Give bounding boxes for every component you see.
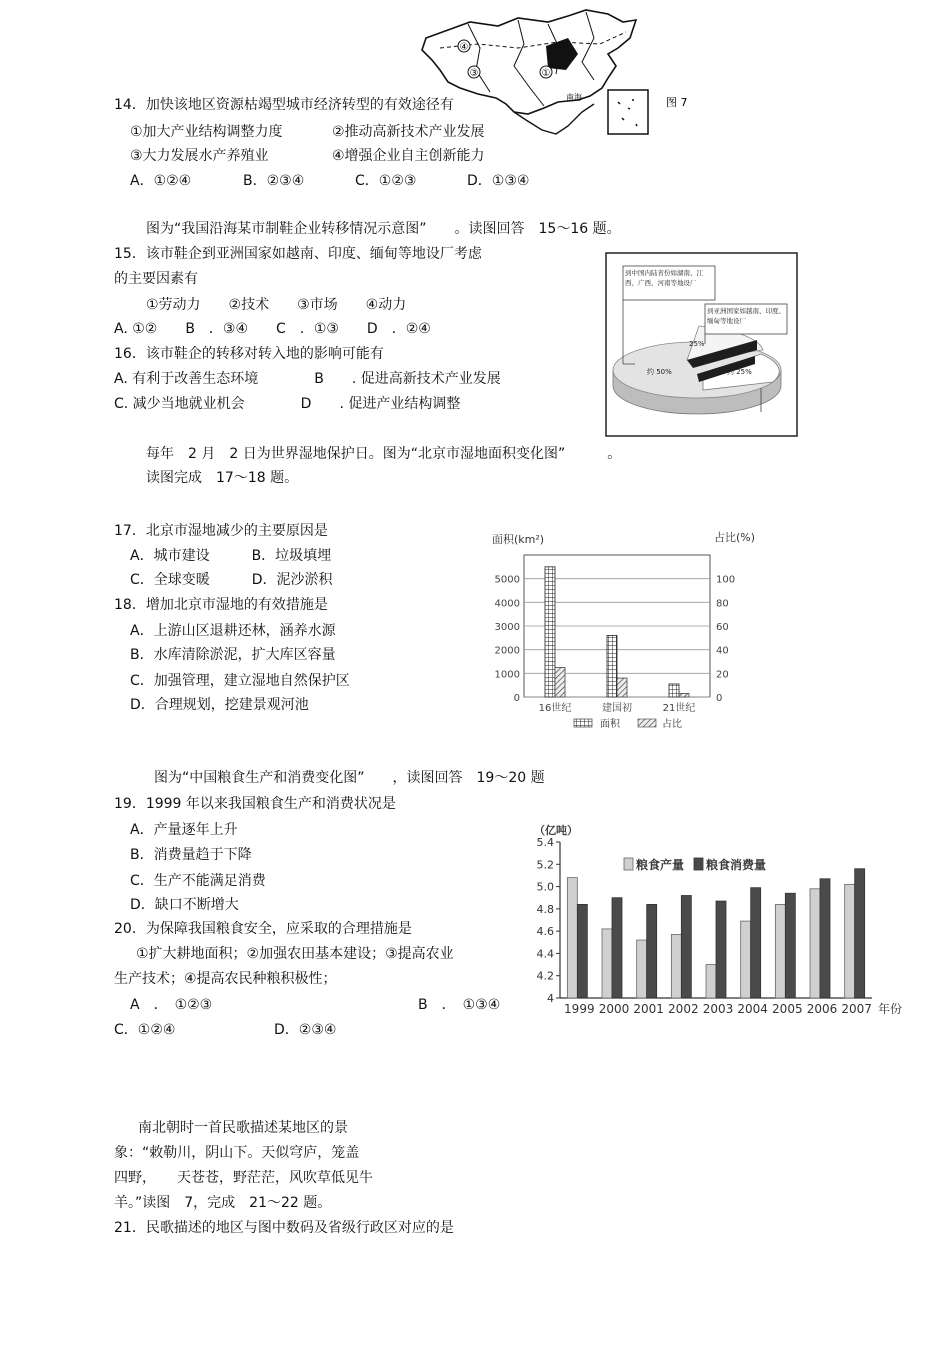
grain-y-tick-label: 4.2 [536, 969, 554, 983]
wetland-legend-area-swatch [574, 719, 592, 727]
grain-y-tick-label: 5.0 [536, 880, 554, 894]
map-sea-label: 南海 [566, 93, 582, 102]
q14-answer-a: A．①②④ [130, 173, 192, 189]
grain-y-tick-label: 4.6 [536, 925, 554, 939]
grain-legend-consumption-swatch [694, 858, 703, 870]
q21-stem: 21．民歌描述的地区与图中数码及省级行政区对应的是 [114, 1220, 454, 1236]
grain-y-tick-label: 4.8 [536, 902, 554, 916]
grain-production-bar [706, 965, 716, 998]
grain-consumption-bar [820, 879, 830, 998]
grain-x-tick-label: 2007 [841, 1002, 872, 1016]
wetland-left-axis-label: 面积(km²) [492, 533, 545, 546]
pie-pct-25: 25% [689, 340, 705, 348]
map-number-3: ③ [469, 68, 479, 79]
grain-production-chart [530, 820, 910, 1020]
q17-answers-ab: A．城市建设 B．垃圾填埋 [130, 548, 332, 564]
q18-stem: 18．增加北京市湿地的有效措施是 [114, 597, 328, 613]
q20-answer-b: B ． ①③④ [418, 997, 501, 1013]
q15-intro: 图为“我国沿海某市制鞋企业转移情况示意图” 。读图回答 15～16 题。 [146, 221, 621, 237]
q18-answer-c: C．加强管理，建立湿地自然保护区 [130, 673, 350, 689]
q18-answer-b: B．水库清除淤泥，扩大库区容量 [130, 647, 336, 663]
q17-intro-line2: 读图完成 17～18 题。 [146, 470, 299, 486]
grain-y-tick-label: 4.4 [536, 947, 554, 961]
q16-answers-cd: C. 减少当地就业机会 D . 促进产业结构调整 [114, 396, 461, 412]
south-sea-inset [608, 90, 648, 134]
grain-x-tick-label: 2004 [737, 1002, 768, 1016]
wetland-right-axis-label: 占比(%) [714, 531, 756, 544]
grain-production-bar [567, 878, 577, 998]
grain-x-axis-label: 年份 [878, 1002, 903, 1016]
grain-production-bar [671, 934, 681, 998]
grain-production-bar [741, 921, 751, 998]
grain-x-tick-label: 2002 [668, 1002, 699, 1016]
wetland-category-label: 21世纪 [662, 703, 696, 714]
grain-consumption-bar [612, 898, 622, 998]
wetland-share-bar [555, 667, 565, 697]
q21-intro-line2: 象：“敕勒川，阴山下。天似穹庐，笼盖 [114, 1145, 360, 1161]
q16-answers-ab: A. 有利于改善生态环境 B . 促进高新技术产业发展 [114, 371, 501, 387]
q16-stem: 16．该市鞋企的转移对转入地的影响可能有 [114, 346, 384, 362]
grain-consumption-bar [647, 904, 657, 998]
q20-stem: 20．为保障我国粮食安全，应采取的合理措施是 [114, 921, 412, 937]
q20-answer-c: C．①②④ [114, 1022, 176, 1038]
china-map-figure [418, 8, 698, 140]
q20-answer-d: D．②③④ [274, 1022, 337, 1038]
wetland-right-tick-label: 100 [716, 574, 736, 586]
q20-options-line2: 生产技术；④提高农民种粮积极性； [114, 971, 337, 987]
q21-intro-line1: 南北朝时一首民歌描述某地区的景 [138, 1120, 348, 1136]
q15-options: ①劳动力 ②技术 ③市场 ④动力 [146, 297, 407, 313]
grain-y-tick-label: 5.4 [536, 836, 554, 849]
q18-answer-a: A．上游山区退耕还林，涵养水源 [130, 623, 336, 639]
q17-intro-line1: 每年 2 月 2 日为世界湿地保护日。图为“北京市湿地面积变化图” 。 [146, 446, 622, 462]
pie-label-asia: 到亚洲国家如越南、印度、缅甸等地设厂 [707, 307, 785, 325]
wetland-left-tick-label: 2000 [494, 645, 520, 657]
grain-production-bar [775, 904, 785, 998]
pie-pct-50: 约 50% [647, 368, 672, 376]
q20-answer-a: A ． ①②③ [130, 997, 213, 1013]
wetland-right-tick-label: 80 [716, 598, 729, 610]
grain-legend-production-swatch [624, 858, 633, 870]
q19-answer-c: C．生产不能满足消费 [130, 873, 266, 889]
q17-answers-cd: C．全球变暖 D．泥沙淤积 [130, 572, 333, 588]
map-number-1: ① [541, 68, 551, 79]
wetland-area-bar [545, 567, 555, 697]
wetland-right-tick-label: 0 [716, 693, 723, 704]
q14-option-3: ③大力发展水产养殖业 [130, 148, 269, 164]
wetland-area-bar [607, 635, 617, 697]
china-outline [422, 10, 636, 114]
q14-answer-c: C．①②③ [355, 173, 417, 189]
wetland-right-tick-label: 60 [716, 622, 729, 633]
q20-options-line1: ①扩大耕地面积；②加强农田基本建设；③提高农业 [136, 946, 454, 962]
grain-production-bar [845, 884, 855, 998]
grain-consumption-bar [681, 895, 691, 998]
wetland-area-bar [669, 684, 679, 697]
q15-stem-line2: 的主要因素有 [114, 271, 198, 287]
grain-x-tick-label: 2006 [806, 1002, 838, 1016]
q19-stem: 19．1999 年以来我国粮食生产和消费状况是 [114, 796, 396, 812]
map-number-4: ④ [459, 42, 469, 53]
q15-answers: A. ①② B ．③④ C ．①③ D ．②④ [114, 321, 431, 337]
wetland-legend-share-label: 占比 [662, 719, 682, 730]
grain-consumption-bar [716, 901, 726, 998]
q14-option-2: ②推动高新技术产业发展 [332, 124, 485, 140]
pie-pct-25b: 约 25% [727, 368, 752, 376]
q14-answer-b: B．②③④ [243, 173, 305, 189]
q19-answer-a: A．产量逐年上升 [130, 822, 238, 838]
q17-stem: 17．北京市湿地减少的主要原因是 [114, 523, 328, 539]
grain-legend-consumption-label: 粮食消费量 [706, 858, 767, 872]
grain-y-tick-label: 5.2 [536, 858, 554, 872]
wetland-category-label: 16世纪 [538, 703, 572, 714]
q19-intro: 图为“中国粮食生产和消费变化图” ，读图回答 19～20 题 [154, 770, 545, 786]
grain-consumption-bar [785, 893, 795, 998]
grain-consumption-bar [855, 869, 865, 998]
q14-stem: 14．加快该地区资源枯竭型城市经济转型的有效途径有 [114, 97, 454, 113]
grain-consumption-bar [577, 904, 587, 998]
q19-answer-d: D．缺口不断增大 [130, 897, 239, 913]
figure-7-label: 图 7 [666, 96, 688, 109]
q15-stem-line1: 15．该市鞋企到亚洲国家如越南、印度、缅甸等地设厂考虑 [114, 246, 482, 262]
grain-unit-label: （亿吨） [534, 824, 578, 837]
wetland-left-tick-label: 1000 [494, 669, 520, 681]
wetland-area-chart [488, 525, 778, 735]
wetland-left-tick-label: 0 [513, 693, 520, 704]
wetland-legend-share-swatch [638, 719, 656, 727]
grain-production-bar [810, 889, 820, 998]
wetland-left-tick-label: 4000 [494, 598, 520, 610]
q14-option-1: ①加大产业结构调整力度 [130, 124, 283, 140]
grain-x-tick-label: 2003 [702, 1002, 734, 1016]
q19-answer-b: B．消费量趋于下降 [130, 847, 252, 863]
grain-x-tick-label: 1999 [564, 1002, 595, 1016]
q21-intro-line4: 羊。”读图 7，完成 21～22 题。 [114, 1195, 332, 1211]
shoe-transfer-pie-figure [605, 252, 799, 438]
grain-production-bar [602, 929, 612, 998]
wetland-left-tick-label: 5000 [494, 574, 520, 586]
grain-x-tick-label: 2005 [772, 1002, 803, 1016]
wetland-left-tick-label: 3000 [494, 622, 520, 633]
wetland-legend-area-label: 面积 [600, 719, 620, 730]
wetland-share-bar [617, 678, 627, 697]
grain-legend-production-label: 粮食产量 [636, 858, 685, 872]
grain-production-bar [637, 940, 647, 998]
grain-x-tick-label: 2000 [598, 1002, 630, 1016]
wetland-share-bar [679, 693, 689, 697]
grain-y-tick-label: 4 [547, 992, 554, 1005]
q14-option-4: ④增强企业自主创新能力 [332, 148, 485, 164]
q14-answer-d: D．①③④ [467, 173, 530, 189]
grain-consumption-bar [751, 888, 761, 998]
wetland-right-tick-label: 40 [716, 645, 729, 657]
q21-intro-line3: 四野， 天苍苍，野茫茫，风吹草低见牛 [114, 1170, 373, 1186]
grain-x-tick-label: 2001 [633, 1002, 664, 1016]
wetland-category-label: 建国初 [602, 703, 632, 714]
pie-label-inland: 到中国内陆省份如湖南、江西、广西、河南等地设厂 [625, 269, 703, 287]
wetland-right-tick-label: 20 [716, 669, 729, 681]
q18-answer-d: D．合理规划，挖建景观河池 [130, 697, 309, 713]
